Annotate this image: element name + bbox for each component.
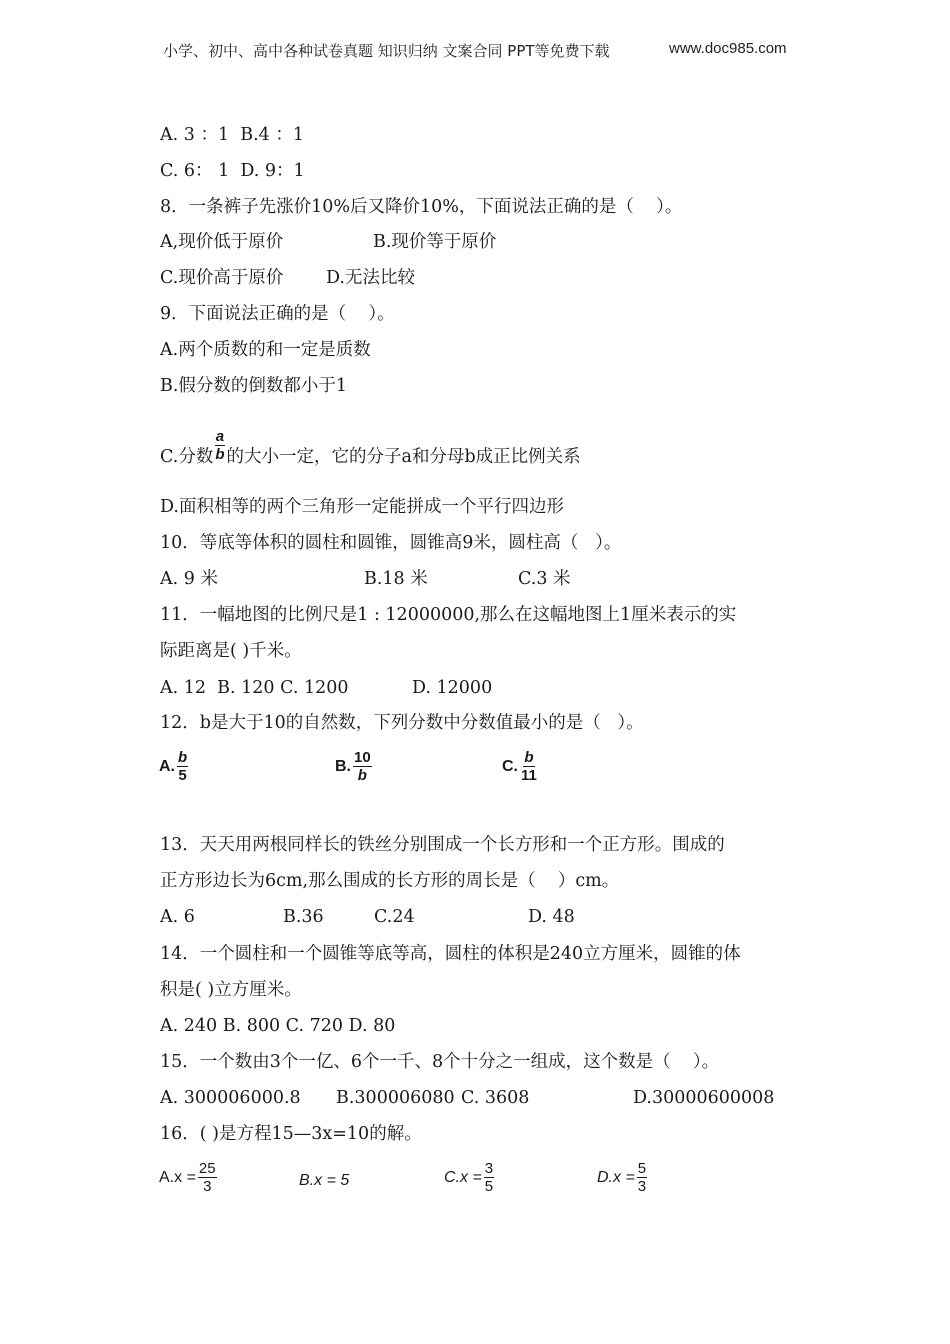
q15-option-b: B.300006080 — [336, 1088, 455, 1108]
q11-option-d: D. 12000 — [412, 678, 493, 698]
q9-stem: 9．下面说法正确的是（ ）。 — [160, 304, 395, 324]
q16-option-b — [299, 1172, 349, 1190]
q15-stem: 15．一个数由3个一亿、6个一千、8个十分之一组成，这个数是（ ）。 — [160, 1052, 720, 1072]
fraction-denominator: 3 — [637, 1178, 647, 1195]
q9-option-a: A.两个质数的和一定是质数 — [160, 340, 371, 360]
q12-option-b-label: B. — [335, 757, 351, 775]
q12-option-c — [502, 749, 538, 784]
q8-option-a: A,现价低于原价 — [160, 232, 284, 252]
q12-option-b — [335, 749, 372, 784]
q14-options: A. 240 B. 800 C. 720 D. 80 — [160, 1016, 396, 1036]
q16-option-c-label: C.x = — [444, 1168, 482, 1186]
q11-options-abc: A. 12 B. 120 C. 1200 — [160, 678, 349, 698]
q13-option-b: B.36 — [283, 907, 324, 927]
q9-option-b: B.假分数的倒数都小于1 — [160, 376, 348, 396]
q12-option-a — [159, 749, 188, 784]
q9-option-c-prefix: C.分数 — [160, 447, 214, 467]
q9-option-c-suffix: 的大小一定，它的分子a和分母b成正比例关系 — [226, 447, 581, 467]
q12-option-a-fraction — [177, 749, 188, 784]
q7-options-cd: C. 6： 1 D. 9：1 — [160, 161, 305, 181]
fraction-denominator: 5 — [178, 767, 187, 784]
fraction-a-over-b — [214, 428, 225, 463]
q16-option-d — [597, 1160, 647, 1195]
q16-option-a-label: A.x = — [159, 1168, 196, 1186]
fraction-numerator: b — [524, 749, 534, 766]
q8-option-d: D.无法比较 — [326, 268, 415, 288]
q12-option-b-fraction — [353, 749, 372, 784]
q16-option-c — [444, 1160, 494, 1195]
q10-option-b: B.18 米 — [364, 569, 428, 589]
q15-option-a: A. 300006000.8 — [160, 1088, 301, 1108]
q8-option-c: C.现价高于原价 — [160, 268, 284, 288]
q10-stem: 10．等底等体积的圆柱和圆锥，圆锥高9米，圆柱高（ ）。 — [160, 533, 622, 553]
q14-stem-line1: 14．一个圆柱和一个圆锥等底等高，圆柱的体积是240立方厘米，圆锥的体 — [160, 944, 741, 964]
q12-option-a-label: A. — [159, 757, 175, 775]
q13-option-d: D. 48 — [528, 907, 575, 927]
q11-stem-line1: 11．一幅地图的比例尺是1 : 12000000,那么在这幅地图上1厘米表示的实 — [160, 605, 737, 625]
fraction-numerator: 5 — [637, 1160, 647, 1177]
fraction-numerator: b — [178, 749, 188, 766]
q7-options-ab: A. 3 ：1 B.4 ：1 — [160, 125, 304, 145]
q11-stem-line2: 际距离是( )千米。 — [160, 641, 302, 661]
fraction-numerator: 10 — [354, 749, 371, 766]
header-text: 小学、初中、高中各种试卷真题 知识归纳 文案合同 PPT等免费下载 — [163, 42, 610, 60]
q13-option-a: A. 6 — [160, 907, 195, 927]
fraction-numerator: 25 — [198, 1160, 216, 1177]
fraction-denominator: b — [215, 446, 225, 463]
q16-option-d-fraction — [637, 1160, 647, 1195]
q16-option-d-label: D.x = — [597, 1168, 635, 1186]
q15-option-d: D.30000600008 — [633, 1088, 775, 1108]
q13-stem-line1: 13．天天用两根同样长的铁丝分别围成一个长方形和一个正方形。围成的 — [160, 835, 725, 855]
header-url[interactable]: www.doc985.com — [669, 40, 787, 57]
q8-stem: 8．一条裤子先涨价10%后又降价10%，下面说法正确的是（ ）。 — [160, 197, 683, 217]
q9-option-d: D.面积相等的两个三角形一定能拼成一个平行四边形 — [160, 497, 564, 517]
q16-option-a-fraction — [198, 1160, 217, 1195]
q12-option-c-label: C. — [502, 757, 518, 775]
q16-option-c-fraction — [484, 1160, 494, 1195]
q16-option-b-label: B.x = 5 — [299, 1172, 350, 1189]
q10-option-a: A. 9 米 — [160, 569, 218, 589]
q10-option-c: C.3 米 — [518, 569, 571, 589]
q14-stem-line2: 积是( )立方厘米。 — [160, 980, 302, 1000]
fraction-numerator: 3 — [484, 1160, 494, 1177]
q12-option-c-fraction — [520, 749, 538, 784]
fraction-denominator: 3 — [203, 1178, 212, 1195]
q15-option-c: C. 3608 — [461, 1088, 530, 1108]
q16-option-a — [159, 1160, 217, 1195]
q13-option-c: C.24 — [374, 907, 415, 927]
fraction-denominator: b — [357, 767, 367, 784]
fraction-denominator: 11 — [521, 767, 537, 784]
fraction-numerator: a — [215, 428, 225, 445]
q13-stem-line2: 正方形边长为6cm,那么围成的长方形的周长是（ ）cm。 — [160, 871, 620, 891]
q9-option-c — [160, 428, 581, 469]
q16-stem: 16．( )是方程15—3x=10的解。 — [160, 1124, 422, 1144]
q8-option-b: B.现价等于原价 — [373, 232, 497, 252]
q12-stem: 12．b是大于10的自然数，下列分数中分数值最小的是（ ）。 — [160, 713, 644, 733]
fraction-denominator: 5 — [484, 1178, 494, 1195]
